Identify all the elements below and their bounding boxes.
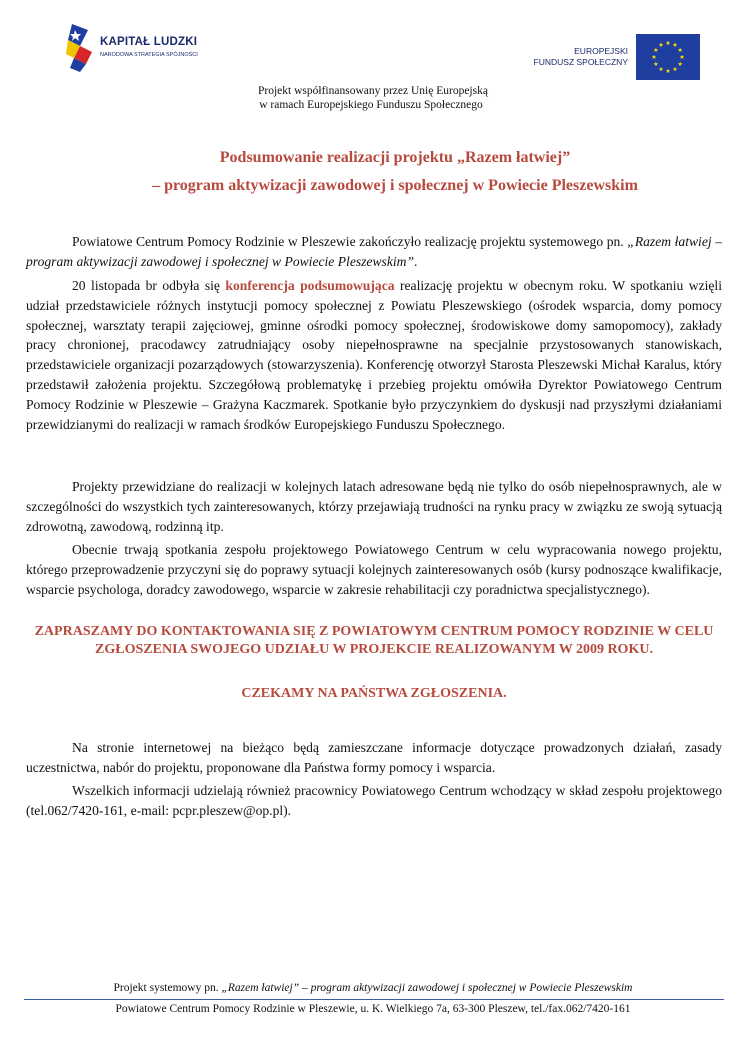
p1-project-name: „Razem łatwiej – program aktywizacji zawodowej i społecznej w Powiecie Pleszewskim” bbox=[26, 234, 722, 269]
paragraph-6 bbox=[26, 781, 722, 821]
paragraph-5 bbox=[26, 738, 722, 778]
call-to-action: ZAPRASZAMY DO KONTAKTOWANIA SIĘ Z POWIATOWYM CENTRUM POMOCY RODZINIE W CELU ZGŁOSZENIA SWOJEGO UDZIAŁU W PROJEKCIE REALIZOWANYM W 2009 ROKU. bbox=[34, 624, 714, 657]
footer-project-label: Projekt systemowy pn. bbox=[113, 982, 222, 994]
paragraph-1 bbox=[26, 232, 722, 272]
page-title-line-1: Podsumowanie realizacji projektu „Razem łatwiej” bbox=[219, 149, 571, 166]
p2-highlight: konferencja podsumowująca bbox=[225, 278, 395, 293]
cofinancing-note bbox=[0, 84, 746, 112]
eu-flag-icon bbox=[636, 34, 700, 80]
cofinancing-line-2: w ramach Europejskiego Funduszu Społecznego bbox=[259, 99, 483, 111]
footer-project-note bbox=[0, 982, 746, 994]
efs-line-2: FUNDUSZ SPOŁECZNY bbox=[533, 57, 628, 67]
efs-logo bbox=[533, 34, 700, 84]
cofinancing-line-1: Projekt współfinansowany przez Unię Europejską bbox=[258, 85, 488, 97]
p1-text-c: . bbox=[414, 253, 418, 269]
call-to-action-closing: CZEKAMY NA PAŃSTWA ZGŁOSZENIA. bbox=[241, 686, 507, 701]
paragraph-4 bbox=[26, 540, 722, 599]
kapital-ludzki-flag-icon bbox=[66, 24, 94, 72]
p1-text-a: Powiatowe Centrum Pomocy Rodzinie w Pleszewie zakończyło realizację projektu systemowego pn. bbox=[72, 234, 628, 249]
p6-text: Wszelkich informacji udzielają również pracownicy Powiatowego Centrum wchodzący w skład zespołu projektowego (tel.062/7420-161, e-mail: pcpr.pleszew@op.pl). bbox=[26, 783, 722, 818]
p3-text: Projekty przewidziane do realizacji w kolejnych latach adresowane będą nie tylko do osób niepełnosprawnych, ale w szczególności do wszystkich tych zainteresowanych, którzy przejawiają trudności na rynku pracy w związku ze swoją sytuacją zdrowotną, zawodową, rodzinną itp. bbox=[26, 479, 722, 534]
paragraph-3 bbox=[26, 477, 722, 536]
footer-divider bbox=[24, 999, 724, 1000]
kapital-ludzki-subtitle: NARODOWA STRATEGIA SPÓJNOŚCI bbox=[100, 52, 198, 58]
kapital-ludzki-logo bbox=[66, 24, 206, 76]
paragraph-2 bbox=[26, 276, 722, 434]
p5-text: Na stronie internetowej na bieżąco będą zamieszczane informacje dotyczące prowadzonych działań, zasady uczestnictwa, nabór do projektu, proponowane dla Państwa formy pomocy i wsparcia. bbox=[26, 740, 722, 775]
p4-text: Obecnie trwają spotkania zespołu projektowego Powiatowego Centrum w celu wypracowania nowego projektu, którego przeprowadzenie przyczyni się do poprawy sytuacji kolejnych zainteresowanych osób (kursy podnoszące kwalifikacje, wsparcie psychologa, doradcy zawodowego, wsparcie w zakresie rehabilitacji czy poradnictwa specjalistycznego). bbox=[26, 542, 722, 597]
p2-text-c: realizację projektu w obecnym roku. W spotkaniu wzięli udział przedstawiciele różnych instytucji pomocy społecznej z Powiatu Pleszewskiego (ośrodek wsparcia, domy pomocy społecznej, warsztaty terapii zajęciowej, gminne ośrodki pomocy społecznej, środowiskowe domy samopomocy), zakłady pracy chronionej, pracodawcy zatrudniający osoby niepełnosprawne na specjalnie przystosowanych stanowiskach, przedstawiciele organizacji pozarządowych (stowarzyszenia). Konferencję otworzył Starosta Pleszewski Michał Karalus, który przedstawił założenia projektu. Szczegółową problematykę i przebieg projektu omówiła Dyrektor Powiatowego Centrum Pomocy Rodzinie w Pleszewie – Grażyna Kaczmarek. Spotkanie było przyczynkiem do dyskusji nad przyszłymi działaniami przewidzianymi do realizacji w ramach środków Europejskiego Funduszu Społecznego. bbox=[26, 278, 722, 432]
p2-text-a: 20 listopada br odbyła się bbox=[72, 278, 226, 293]
efs-logo-text bbox=[534, 46, 628, 68]
page-title-line-2: – program aktywizacji zawodowej i społecznej w Powiecie Pleszewskim bbox=[152, 177, 638, 194]
footer-address: Powiatowe Centrum Pomocy Rodzinie w Pleszewie, u. K. Wielkiego 7a, 63-300 Pleszew, tel./fax.062/7420-161 bbox=[115, 1003, 631, 1015]
efs-line-1: EUROPEJSKI bbox=[574, 46, 628, 56]
kapital-ludzki-title: KAPITAŁ LUDZKI bbox=[100, 36, 198, 48]
footer-project-name: „Razem łatwiej” – program aktywizacji zawodowej i społecznej w Powiecie Pleszewskim bbox=[221, 982, 633, 994]
